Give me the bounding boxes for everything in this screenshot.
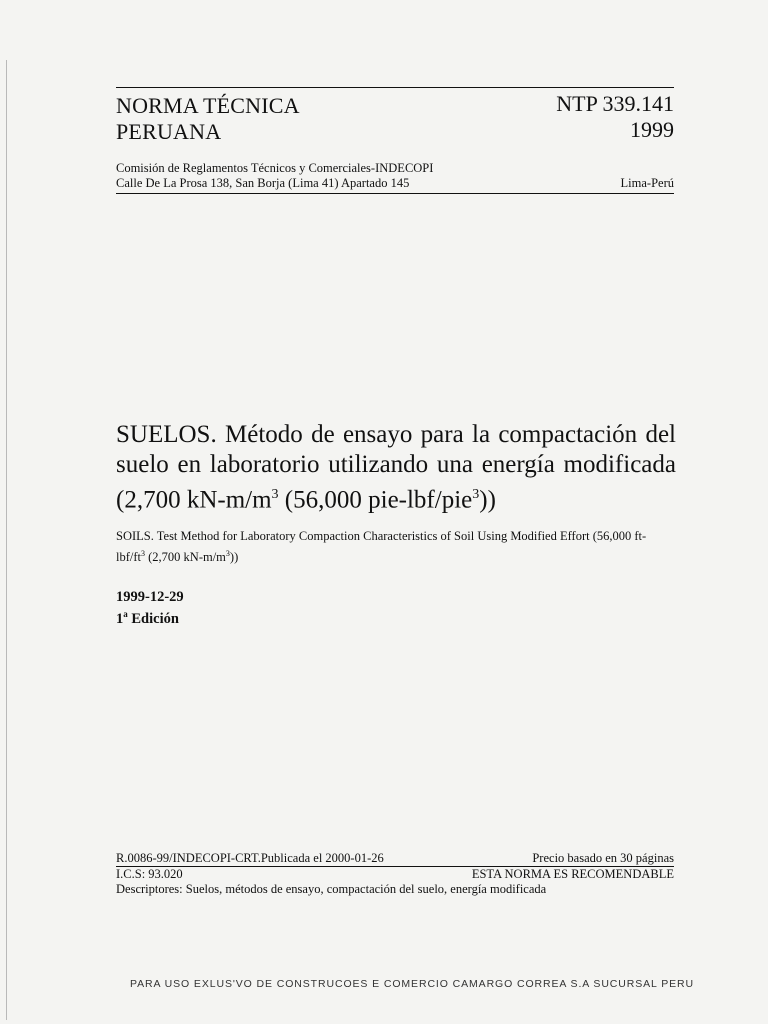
main-title	[116, 420, 676, 515]
edition-label	[116, 606, 179, 628]
english-title-text3: ))	[229, 550, 239, 565]
publication-date: 1999-12-29	[116, 589, 184, 605]
english-title-sup1: 3	[141, 549, 145, 558]
edition-word: Edición	[127, 610, 179, 627]
standard-year: 1999	[630, 117, 674, 142]
doc-type-line2: PERUANA	[116, 119, 222, 144]
issuer-name: Comisión de Reglamentos Técnicos y Comerciales-INDECOPI	[116, 161, 434, 175]
english-title	[116, 528, 674, 566]
main-title-text3: ))	[479, 486, 496, 514]
issuer-address: Calle De La Prosa 138, San Borja (Lima 41) Apartado 145	[116, 176, 410, 190]
ics-code: I.C.S: 93.020	[116, 867, 183, 881]
main-title-text: SUELOS. Método de ensayo para la compactación del suelo en laboratorio utilizando una energía modificada (2,700 kN-m/m	[116, 421, 676, 514]
english-title-sup2: 3	[225, 549, 230, 558]
english-title-text: SOILS. Test Method for Laboratory Compaction Characteristics of Soil Using Modified Effort (56,000 ft-lbf/ft	[116, 529, 647, 565]
doc-type-line1: NORMA TÉCNICA	[116, 93, 300, 118]
issuer-location: Lima-Perú	[620, 176, 674, 190]
scan-edge-line	[6, 60, 7, 1020]
edition-superscript: a	[123, 609, 128, 619]
descriptors: Descriptores: Suelos, métodos de ensayo, compactación del suelo, energía modificada	[116, 882, 547, 896]
header-bottom-rule	[116, 193, 674, 194]
edition-number: 1	[116, 610, 124, 627]
main-title-sup2: 3	[472, 487, 480, 502]
main-title-text2: (56,000 pie-lbf/pie	[278, 486, 473, 514]
english-title-text2: (2,700 kN-m/m	[145, 550, 226, 565]
price-note: Precio basado en 30 páginas	[532, 851, 674, 865]
top-rule	[116, 87, 674, 88]
license-stamp: PARA USO EXLUS'VO DE CONSTRUCOES E COMERCIO CAMARGO CORREA S.A SUCURSAL PERU	[130, 978, 695, 990]
standard-code: NTP 339.141	[556, 91, 674, 116]
main-title-sup1: 3	[271, 487, 279, 502]
resolution-reference: R.0086-99/INDECOPI-CRT.Publicada el 2000-01-26	[116, 851, 384, 865]
recommendation-status: ESTA NORMA ES RECOMENDABLE	[471, 867, 674, 881]
